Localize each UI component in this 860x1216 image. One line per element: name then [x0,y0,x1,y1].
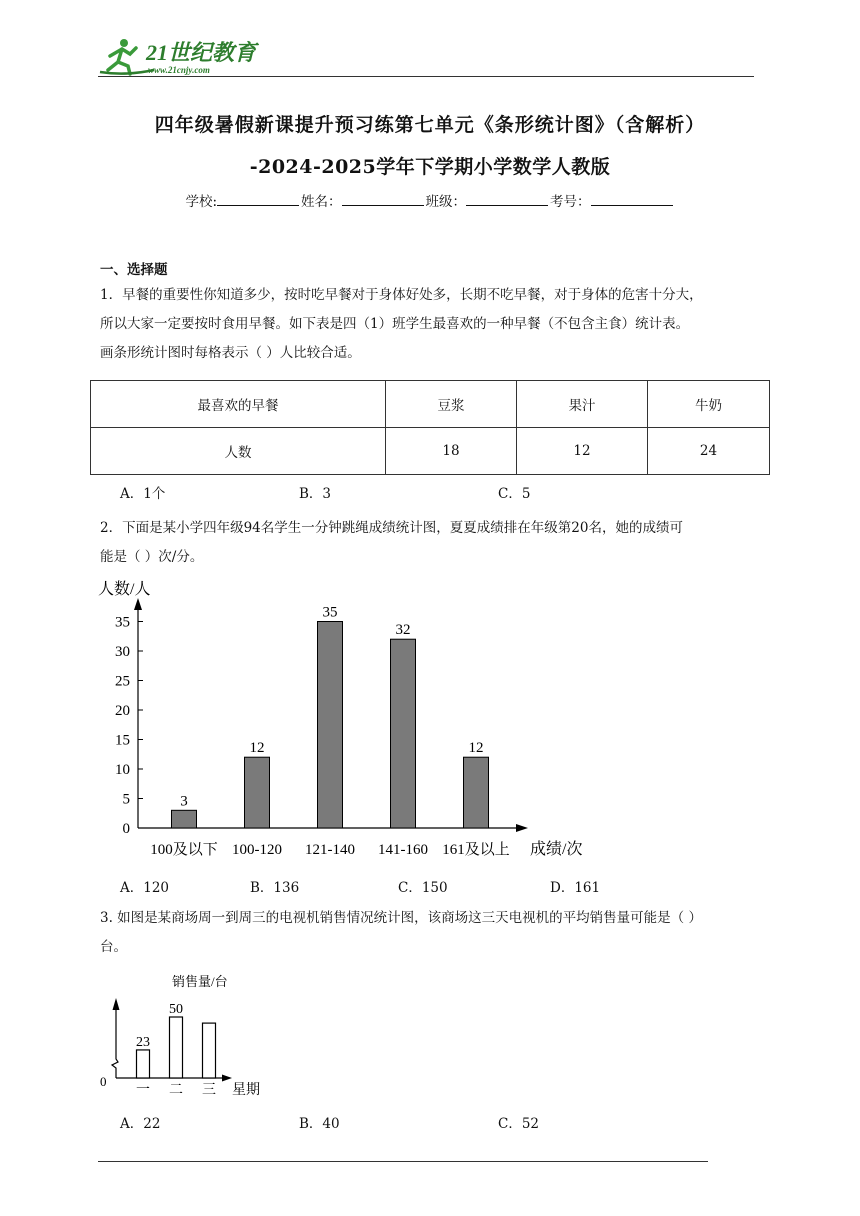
footer-divider [98,1161,708,1162]
table-cell: 豆浆 [386,381,517,428]
chart1-y-tick-label: 25 [115,673,130,690]
chart1-bar [464,757,489,828]
chart2-xlabel: 星期 [232,1083,260,1098]
chart2-ylabel: 销售量/台 [172,974,228,989]
chart2-category-label: 一 [136,1083,150,1098]
q3-line1: 3. 如图是某商场周一到周三的电视机销售情况统计图，该商场这三天电视机的平均销售量可能是（ ） [100,910,702,926]
chart1-bar [318,622,343,829]
q2-option-c[interactable]: C．150 [398,880,448,896]
chart1-y-tick-label: 10 [115,762,130,778]
page-title-line2: -2024-2025学年下学期小学数学人教版 [249,156,611,178]
chart1-xlabel: 成绩/次 [530,841,583,858]
q2-option-b[interactable]: B．136 [250,880,300,896]
table-header-row [91,381,770,428]
table-row [91,428,770,475]
logo-url: www.21cnjy.com [148,65,210,75]
table-cell: 18 [386,428,517,475]
q2-option-d[interactable]: D．161 [550,880,601,896]
q1-line1: 1．早餐的重要性你知道多少，按时吃早餐对于身体好处多，长期不吃早餐，对于身体的危害十分大， [100,287,703,303]
q3-option-a[interactable]: A．22 [120,1116,161,1132]
class-blank [466,193,548,206]
q2-line2: 能是（ ）次/分。 [100,549,204,565]
school-label: 学校: [185,194,218,210]
q2-line1: 2．下面是某小学四年级94名学生一分钟跳绳成绩统计图，夏夏成绩排在年级第20名，她的成绩可 [100,520,683,536]
chart2-bar [137,1050,150,1078]
chart1-y-tick-label: 15 [115,732,130,749]
chart2-data-label: 50 [169,1002,183,1017]
chart1-bar [391,639,416,828]
chart1-data-label: 32 [395,622,411,639]
chart1-y-tick-label: 0 [122,821,130,837]
q1-line3: 画条形统计图时每格表示（ ）人比较合适。 [100,345,361,361]
q3-text [100,907,800,959]
chart2-y-axis [112,1004,118,1078]
chart2-origin-label: 0 [100,1074,107,1089]
chart1-data-label: 3 [180,793,188,810]
table-cell: 12 [517,428,648,475]
chart1-category-label: 161及以上 [442,842,510,858]
q3-line2: 台。 [100,939,127,955]
name-label: 姓名： [301,194,342,210]
jump-rope-chart [96,574,596,864]
q1-text [100,284,780,365]
chart2-data-label: 23 [136,1034,150,1050]
q1-option-b[interactable]: B．3 [299,486,332,502]
q3-option-c[interactable]: C．52 [498,1116,540,1132]
chart1-data-label: 12 [468,740,484,757]
chart1-y-tick-label: 35 [115,614,130,631]
table-cell: 牛奶 [648,381,770,428]
chart1-y-tick-label: 30 [115,644,130,660]
chart2-category-label: 三 [202,1083,216,1098]
chart1-category-label: 100-120 [232,842,282,858]
chart1-x-arrow [516,824,528,832]
chart1-data-label: 35 [322,604,338,621]
school-blank [217,193,299,206]
chart2-x-arrow [222,1075,232,1082]
chart2-bar [170,1017,183,1078]
chart1-ylabel: 人数/人 [98,581,151,598]
site-logo [96,36,266,80]
q2-option-a[interactable]: A．120 [120,880,170,896]
chart1-y-tick-label: 5 [122,791,130,808]
chart2-category-label: 二 [169,1083,183,1098]
logo-text: 21世纪教育 [146,40,257,65]
exam-blank [591,193,673,206]
chart1-y-tick-label: 20 [115,703,130,719]
q1-option-a[interactable]: A．1个 [120,486,166,502]
q2-text [100,517,780,569]
q3-option-b[interactable]: B．40 [299,1116,340,1132]
table-cell: 24 [648,428,770,475]
header-divider [98,76,754,77]
tv-sales-chart [96,968,296,1098]
student-info-line [0,190,860,210]
table-cell: 人数 [91,428,386,475]
chart1-y-arrow [134,598,142,610]
chart1-category-label: 100及以下 [150,842,218,858]
chart1-data-label: 12 [249,740,265,757]
name-blank [342,193,424,206]
chart1-category-label: 121-140 [305,842,355,858]
page-title-line1: 四年级暑假新课提升预习练第七单元《条形统计图》（含解析） [154,114,706,136]
table-cell: 果汁 [517,381,648,428]
exam-label: 考号： [550,194,591,210]
breakfast-table [90,380,770,475]
table-cell: 最喜欢的早餐 [91,381,386,428]
chart1-bar [245,757,270,828]
class-label: 班级： [425,194,467,210]
q1-line2: 所以大家一定要按时食用早餐。如下表是四（1）班学生最喜欢的一种早餐（不包含主食）统计表。 [100,316,690,332]
chart2-bar [203,1023,216,1078]
chart1-bar [172,810,197,828]
section-title: 一、选择题 [100,262,168,278]
chart1-category-label: 141-160 [378,842,428,858]
q1-option-c[interactable]: C．5 [498,486,531,502]
chart2-y-arrow [113,998,120,1010]
